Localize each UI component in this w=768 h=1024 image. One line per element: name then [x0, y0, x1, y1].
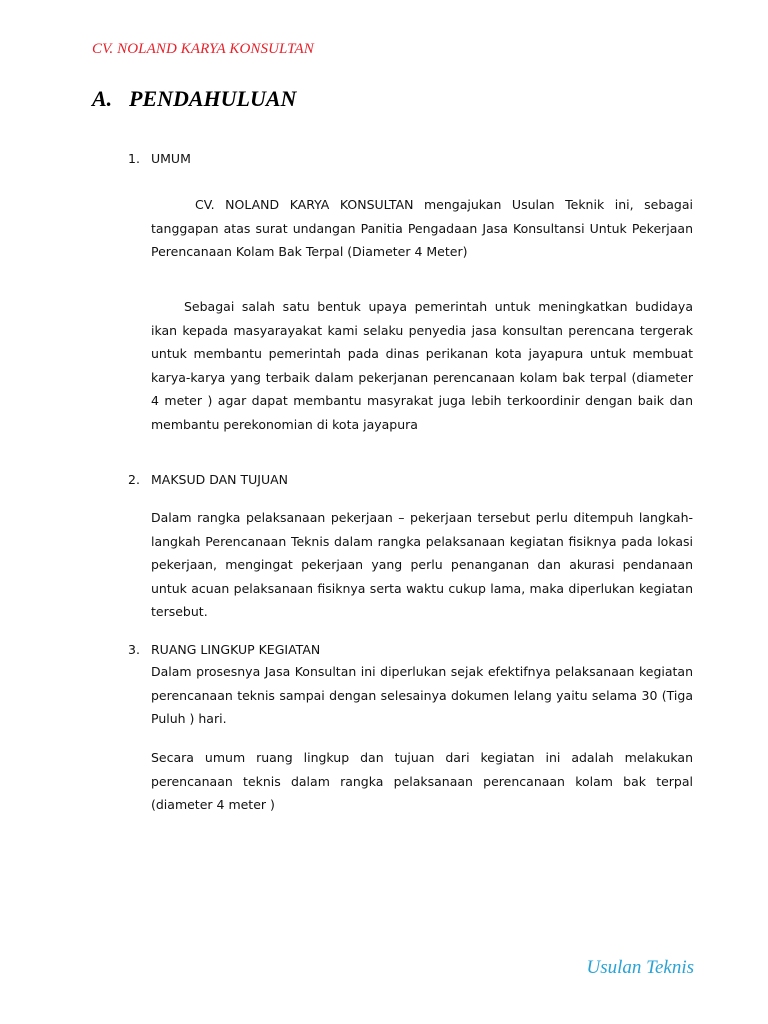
section-title [92, 86, 296, 112]
paragraph-umum-2: Sebagai salah satu bentuk upaya pemerintah untuk meningkatkan budidaya ikan kepada masyarayakat kami selaku penyedia jasa konsultan perencana tergerak untuk membantu pemerintah pada dinas perikanan kota jayapura untuk membuat karya-karya yang terbaik dalam pekerjanan perencanaan kolam bak terpal (diameter 4 meter ) agar dapat membantu masyrakat juga lebih terkoordinir dengan baik dan membantu perekonomian di kota jayapura [151, 299, 693, 432]
heading-number: 1. [128, 151, 140, 166]
heading-maksud-tujuan [128, 472, 288, 487]
paragraph-ruang-lingkup-1: Dalam prosesnya Jasa Konsultan ini diperlukan sejak efektifnya pelaksanaan kegiatan perencanaan teknis sampai dengan selesainya dokumen lelang yaitu selama 30 (Tiga Puluh ) hari. [151, 664, 693, 726]
heading-text: MAKSUD DAN TUJUAN [151, 472, 289, 487]
section-title-text: PENDAHULUAN [129, 86, 297, 111]
heading-number: 2. [128, 472, 140, 487]
paragraph-ruang-lingkup-2: Secara umum ruang lingkup dan tujuan dari kegiatan ini adalah melakukan perencanaan teknis dalam rangka pelaksanaan perencanaan kolam bak terpal (diameter 4 meter ) [151, 750, 693, 812]
heading-text: RUANG LINGKUP KEGIATAN [151, 642, 321, 657]
paragraph-maksud-tujuan: Dalam rangka pelaksanaan pekerjaan – pekerjaan tersebut perlu ditempuh langkah-langkah Perencanaan Teknis dalam rangka pelaksanaan kegiatan fisiknya pada lokasi pekerjaan, mengingat pekerjaan yang perlu penanganan dan akurasi pendanaan untuk acuan pelaksanaan fisiknya serta waktu cukup lama, maka diperlukan kegiatan tersebut. [151, 510, 693, 619]
section-number: A. [92, 86, 113, 111]
header-company-name: CV. NOLAND KARYA KONSULTAN [92, 41, 314, 57]
heading-number: 3. [128, 642, 140, 657]
footer-label: Usulan Teknis [586, 957, 694, 978]
heading-umum [128, 151, 191, 166]
paragraph-umum-1: CV. NOLAND KARYA KONSULTAN mengajukan Usulan Teknik ini, sebagai tanggapan atas surat undangan Panitia Pengadaan Jasa Konsultansi Untuk Pekerjaan Perencanaan Kolam Bak Terpal (Diameter 4 Meter) [151, 197, 693, 259]
heading-text: UMUM [151, 151, 191, 166]
heading-ruang-lingkup [128, 642, 320, 657]
